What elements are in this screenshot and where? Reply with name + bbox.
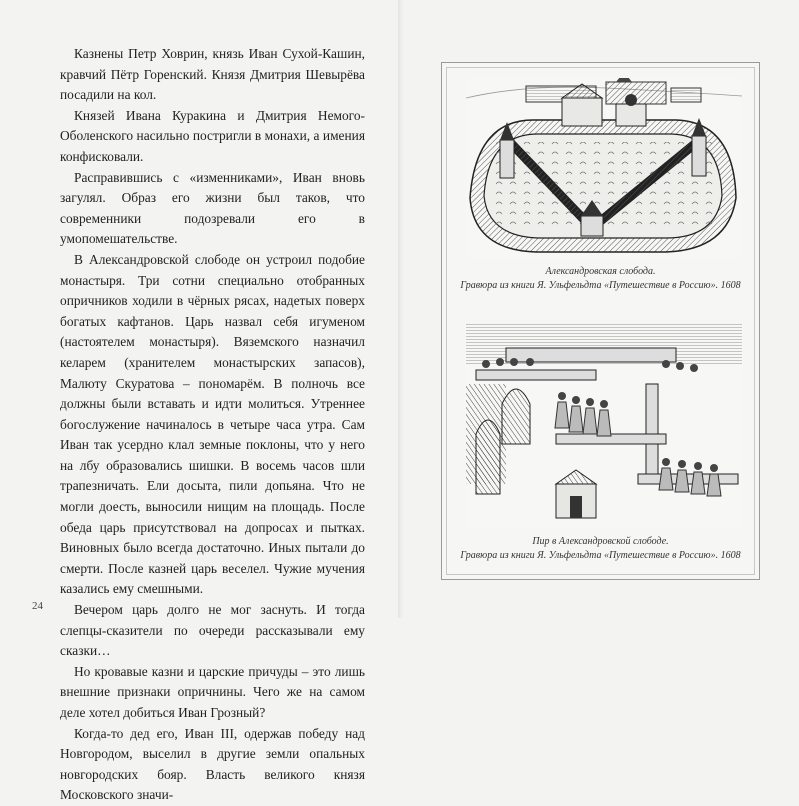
paragraph: Когда-то дед его, Иван III, одержав победу над Новгородом, выселил в другие земли опальных новгородских бояр. Власть великого князя Московского значи- bbox=[60, 725, 365, 803]
paragraph: Но кровавые казни и царские причуды – это лишь внешние признаки опричнины. Чего же на самом деле хотел добиться Иван Грозный? bbox=[60, 663, 365, 720]
paragraph: Князей Ивана Куракина и Дмитрия Немого-Оболенского насильно постригли в монахи, а имения конфисковали. bbox=[60, 107, 365, 164]
paragraph: Казнены Петр Ховрин, князь Иван Сухой-Кашин, кравчий Пётр Горенский. Князя Дмитрия Шевырёва посадили на кол. bbox=[60, 46, 365, 103]
caption-source: Гравюра из книги Я. Ульфельдта «Путешествие в Россию». 1608 bbox=[460, 280, 741, 291]
figure-caption bbox=[448, 535, 753, 563]
feast-engraving-art bbox=[466, 324, 742, 527]
book-spine bbox=[398, 0, 404, 618]
page-number: 24 bbox=[32, 600, 43, 612]
figure-caption bbox=[448, 265, 753, 293]
paragraph: Вечером царь долго не мог заснуть. И тогда слепцы-сказители по очереди рассказывали ему сказки… bbox=[60, 602, 365, 659]
text-column bbox=[60, 44, 365, 806]
engraving-feast bbox=[466, 324, 742, 527]
paragraph: Расправившись с «изменниками», Иван вновь загулял. Образ его жизни был таков, что современники подозревали его в умопомешательстве. bbox=[60, 169, 365, 247]
engraving-fortress bbox=[466, 78, 742, 258]
caption-source: Гравюра из книги Я. Ульфельдта «Путешествие в Россию». 1608 bbox=[460, 550, 741, 561]
caption-title: Александровская слобода. bbox=[545, 266, 656, 277]
paragraph: В Александровской слободе он устроил подобие монастыря. Три сотни специально отобранных опричников ходили в чёрных рясах, надетых поверх богатых кафтанов. Царь назвал себя игуменом (настоятелем монастыря). Вяземского назначил келарем (хранителем монастырских запасов), Малюту Скуратова – пономарём. В полночь все должны были вставать и идти молиться. Утреннее богослужение начиналось в четыре часа утра. Сам Иван так усердно клал земные поклоны, что у него на лбу образовались шишки. В восемь часов шли трапезничать. Ели досыта, пили допьяна. Что не могли доесть, выносили нищим на площадь. После обеда царь присутствовал на допросах и пытках. Виновных было всегда достаточно. Иных пытали до смерти. После казней царь веселел. Чужие мучения казались ему смешными. bbox=[60, 251, 365, 597]
caption-title: Пир в Александровской слободе. bbox=[532, 536, 669, 547]
fortress-engraving-art bbox=[466, 78, 742, 258]
